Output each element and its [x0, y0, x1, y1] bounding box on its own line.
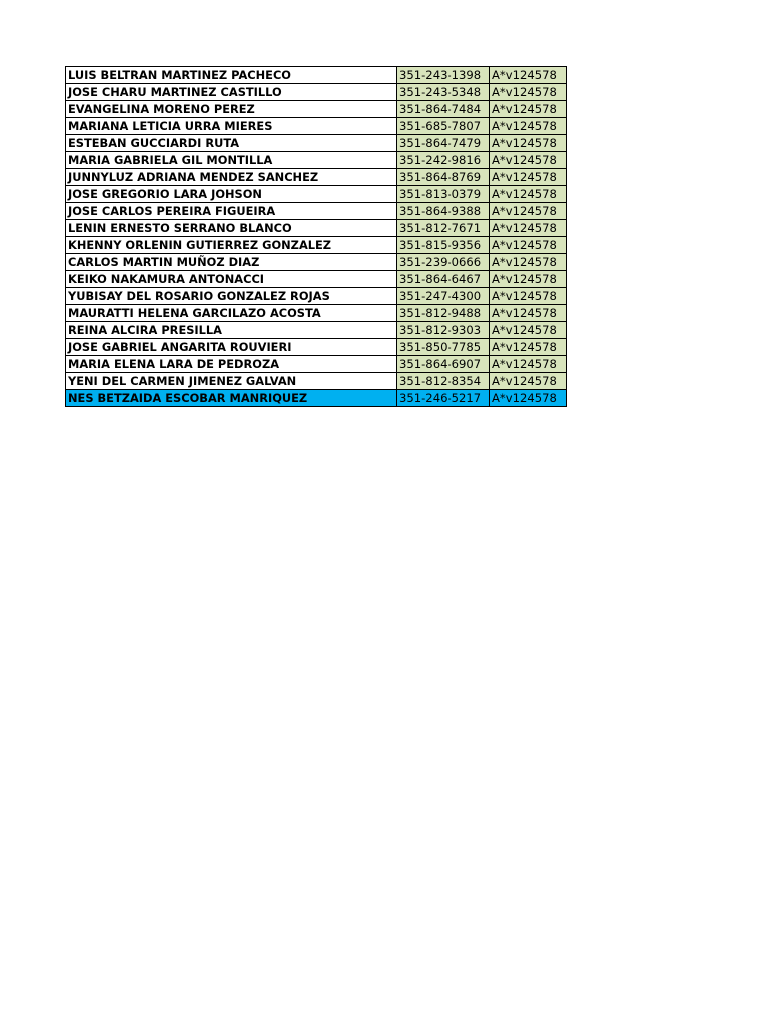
table-row	[66, 186, 567, 203]
table-row	[66, 339, 567, 356]
table-row	[66, 152, 567, 169]
table-row	[66, 135, 567, 152]
phone-cell[interactable]: 351-247-4300	[397, 288, 490, 305]
code-cell[interactable]: A*v124578	[490, 356, 567, 373]
code-cell[interactable]: A*v124578	[490, 203, 567, 220]
phone-cell[interactable]: 351-864-7479	[397, 135, 490, 152]
table-row	[66, 84, 567, 101]
name-cell[interactable]: JOSE GREGORIO LARA JOHSON	[66, 186, 397, 203]
code-cell[interactable]: A*v124578	[490, 288, 567, 305]
table-row	[66, 169, 567, 186]
phone-cell[interactable]: 351-685-7807	[397, 118, 490, 135]
table-row	[66, 101, 567, 118]
name-cell[interactable]: LUIS BELTRAN MARTINEZ PACHECO	[66, 67, 397, 84]
table-row	[66, 356, 567, 373]
code-cell[interactable]: A*v124578	[490, 322, 567, 339]
table-row	[66, 254, 567, 271]
phone-cell[interactable]: 351-815-9356	[397, 237, 490, 254]
name-cell[interactable]: LENIN ERNESTO SERRANO BLANCO	[66, 220, 397, 237]
table-row	[66, 373, 567, 390]
table-row	[66, 67, 567, 84]
code-cell[interactable]: A*v124578	[490, 169, 567, 186]
phone-cell[interactable]: 351-812-7671	[397, 220, 490, 237]
phone-cell[interactable]: 351-239-0666	[397, 254, 490, 271]
phone-cell[interactable]: 351-864-6467	[397, 271, 490, 288]
name-cell[interactable]: YUBISAY DEL ROSARIO GONZALEZ ROJAS	[66, 288, 397, 305]
code-cell[interactable]: A*v124578	[490, 373, 567, 390]
name-cell[interactable]: JOSE GABRIEL ANGARITA ROUVIERI	[66, 339, 397, 356]
phone-cell[interactable]: 351-864-6907	[397, 356, 490, 373]
phone-cell[interactable]: 351-813-0379	[397, 186, 490, 203]
code-cell[interactable]: A*v124578	[490, 305, 567, 322]
name-cell[interactable]: ESTEBAN GUCCIARDI RUTA	[66, 135, 397, 152]
name-cell[interactable]: KEIKO NAKAMURA ANTONACCI	[66, 271, 397, 288]
code-cell[interactable]: A*v124578	[490, 101, 567, 118]
code-cell[interactable]: A*v124578	[490, 254, 567, 271]
name-cell[interactable]: JOSE CHARU MARTINEZ CASTILLO	[66, 84, 397, 101]
name-cell[interactable]: MAURATTI HELENA GARCILAZO ACOSTA	[66, 305, 397, 322]
code-cell[interactable]: A*v124578	[490, 220, 567, 237]
code-cell[interactable]: A*v124578	[490, 339, 567, 356]
name-cell[interactable]: MARIA GABRIELA GIL MONTILLA	[66, 152, 397, 169]
name-cell[interactable]: EVANGELINA MORENO PEREZ	[66, 101, 397, 118]
contact-table-body	[66, 67, 567, 407]
phone-cell[interactable]: 351-850-7785	[397, 339, 490, 356]
table-row	[66, 203, 567, 220]
table-row	[66, 237, 567, 254]
table-row	[66, 271, 567, 288]
table-row	[66, 288, 567, 305]
name-cell[interactable]: MARIANA LETICIA URRA MIERES	[66, 118, 397, 135]
phone-cell[interactable]: 351-243-1398	[397, 67, 490, 84]
table-row	[66, 390, 567, 407]
phone-cell[interactable]: 351-812-9303	[397, 322, 490, 339]
contact-table	[65, 66, 567, 407]
phone-cell[interactable]: 351-246-5217	[397, 390, 490, 407]
code-cell[interactable]: A*v124578	[490, 67, 567, 84]
code-cell[interactable]: A*v124578	[490, 84, 567, 101]
phone-cell[interactable]: 351-812-8354	[397, 373, 490, 390]
phone-cell[interactable]: 351-864-9388	[397, 203, 490, 220]
code-cell[interactable]: A*v124578	[490, 118, 567, 135]
table-row	[66, 305, 567, 322]
phone-cell[interactable]: 351-864-7484	[397, 101, 490, 118]
name-cell[interactable]: KHENNY ORLENIN GUTIERREZ GONZALEZ	[66, 237, 397, 254]
name-cell[interactable]: NES BETZAIDA ESCOBAR MANRIQUEZ	[66, 390, 397, 407]
name-cell[interactable]: JUNNYLUZ ADRIANA MENDEZ SANCHEZ	[66, 169, 397, 186]
code-cell[interactable]: A*v124578	[490, 135, 567, 152]
phone-cell[interactable]: 351-812-9488	[397, 305, 490, 322]
phone-cell[interactable]: 351-243-5348	[397, 84, 490, 101]
table-row	[66, 118, 567, 135]
phone-cell[interactable]: 351-242-9816	[397, 152, 490, 169]
name-cell[interactable]: REINA ALCIRA PRESILLA	[66, 322, 397, 339]
code-cell[interactable]: A*v124578	[490, 237, 567, 254]
phone-cell[interactable]: 351-864-8769	[397, 169, 490, 186]
name-cell[interactable]: YENI DEL CARMEN JIMENEZ GALVAN	[66, 373, 397, 390]
table-row	[66, 322, 567, 339]
code-cell[interactable]: A*v124578	[490, 271, 567, 288]
code-cell[interactable]: A*v124578	[490, 186, 567, 203]
code-cell[interactable]: A*v124578	[490, 152, 567, 169]
name-cell[interactable]: MARIA ELENA LARA DE PEDROZA	[66, 356, 397, 373]
name-cell[interactable]: CARLOS MARTIN MUÑOZ DIAZ	[66, 254, 397, 271]
table-row	[66, 220, 567, 237]
name-cell[interactable]: JOSE CARLOS PEREIRA FIGUEIRA	[66, 203, 397, 220]
code-cell[interactable]: A*v124578	[490, 390, 567, 407]
